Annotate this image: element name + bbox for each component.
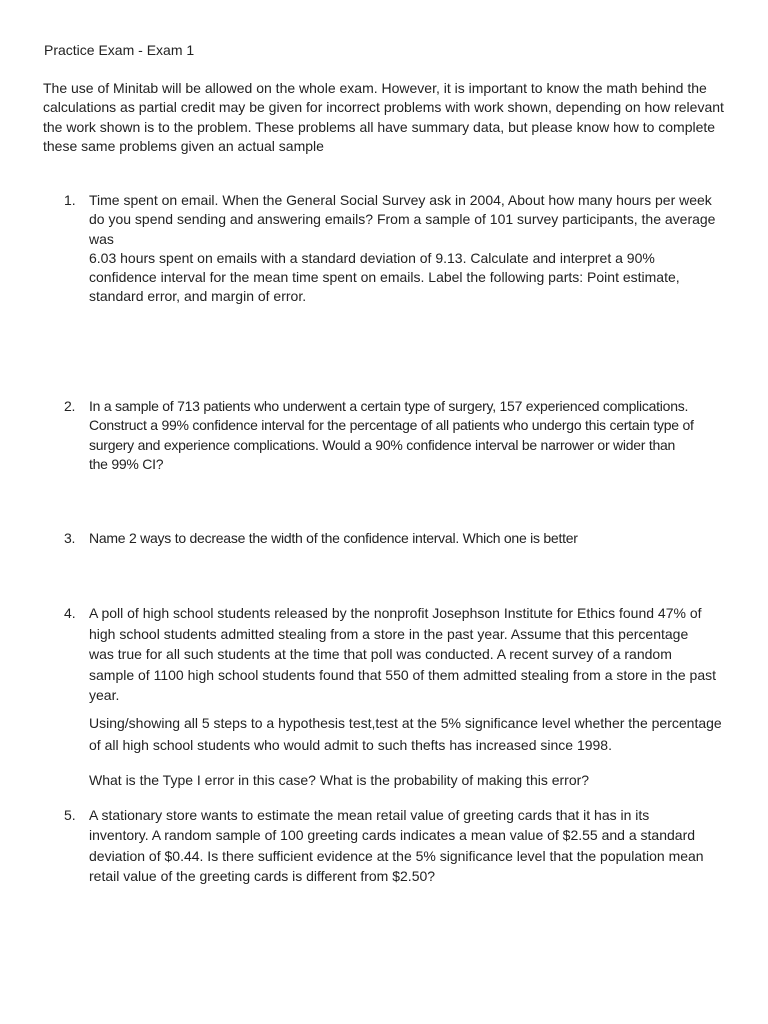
question-text: A poll of high school students released by the nonprofit Josephson Institute for Ethics found 47% of high school students admitted stealing from a store in the past year. Assume that this percentage was true for all such students at the time that poll was conducted. A recent survey of a random sample of 1100 high school students found that 550 of them admitted stealing from a store in the past year.	[89, 605, 717, 703]
intro-paragraph: The use of Minitab will be allowed on the whole exam. However, it is important to know the math behind the calculations as partial credit may be given for incorrect problems with work shown, depending on how relevant the work shown is to the problem. These problems all have summary data, but please know how to complete these same problems given an actual sample	[43, 80, 724, 154]
question-text: In a sample of 713 patients who underwent a certain type of surgery, 157 experienced complications. Construct a 99% confidence interval for the percentage of all patients who undergo this certain type of surgery and experience complications. Would a 90% confidence interval be narrower or wider than the 99% CI?	[89, 398, 694, 472]
question-4-part-a: Using/showing all 5 steps to a hypothesis test,test at the 5% significance level whether the percentage of all high school students who would admit to such thefts has increased since 1998.	[89, 715, 722, 753]
question-1	[64, 191, 724, 307]
question-number: 2.	[64, 398, 76, 414]
question-text: Name 2 ways to decrease the width of the confidence interval. Which one is better	[89, 530, 578, 546]
page-title: Practice Exam - Exam 1	[44, 42, 195, 58]
question-4-part-b: What is the Type I error in this case? What is the probability of making this error?	[89, 772, 590, 788]
question-text-continued: 6.03 hours spent on emails with a standard deviation of 9.13. Calculate and interpret a 90% confidence interval for the mean time spent on emails. Label the following parts: Point estimate, standard error, and margin of error.	[89, 249, 680, 305]
question-number: 1.	[64, 192, 76, 208]
question-5	[64, 805, 724, 886]
question-2	[64, 397, 724, 474]
question-number: 5.	[64, 807, 76, 823]
question-4	[64, 603, 724, 706]
question-text: Time spent on email. When the General Social Survey ask in 2004, About how many hours per week do you spend sending and answering emails? From a sample of 101 survey participants, the average was	[89, 192, 716, 247]
question-number: 4.	[64, 605, 76, 621]
question-text: A stationary store wants to estimate the mean retail value of greeting cards that it has in its inventory. A random sample of 100 greeting cards indicates a mean value of $2.55 and a standard deviation of $0.44. Is there sufficient evidence at the 5% significance level that the population mean retail value of the greeting cards is different from $2.50?	[89, 807, 704, 884]
question-number: 3.	[64, 530, 76, 546]
question-3	[64, 529, 724, 548]
